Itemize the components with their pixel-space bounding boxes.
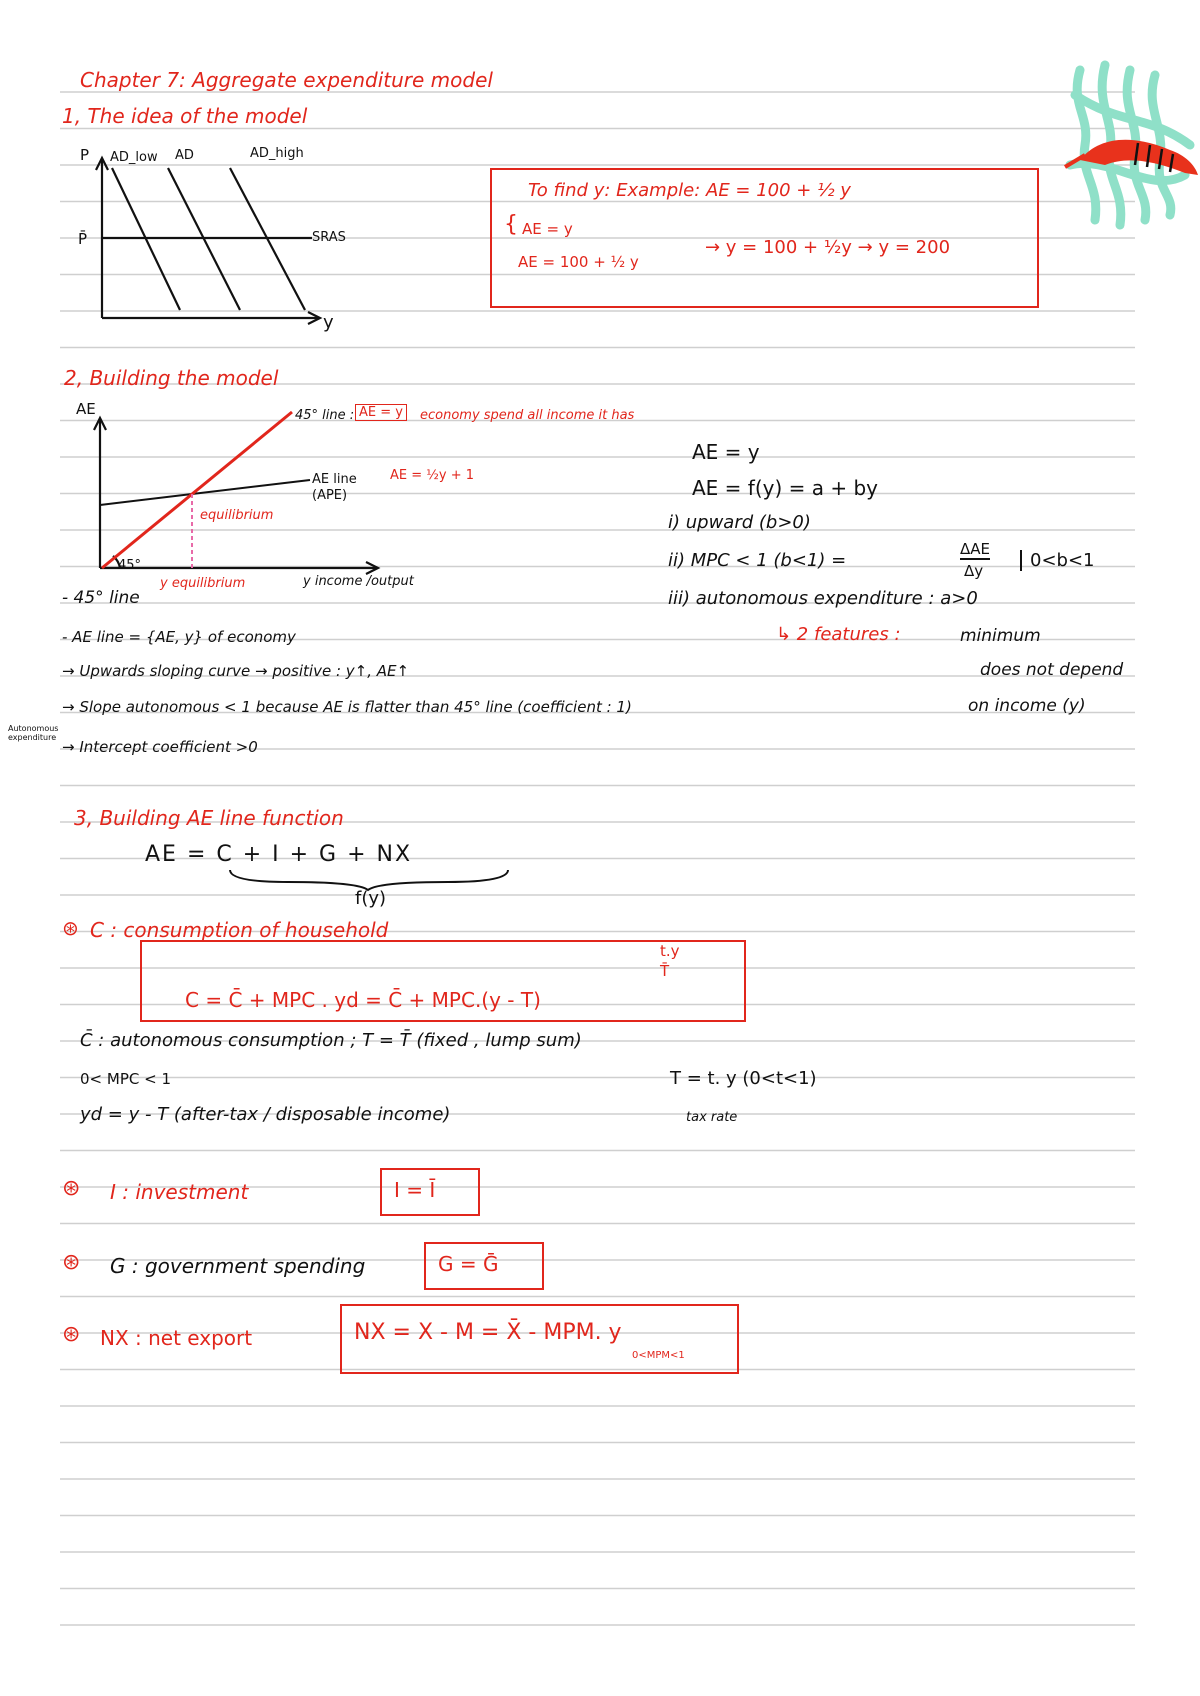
c-note-mpc: 0< MPC < 1 <box>80 1070 171 1088</box>
feature-on-income: on income (y) <box>968 696 1086 716</box>
system-eq1: AE = y <box>522 220 573 238</box>
i-title: I : investment <box>110 1180 249 1204</box>
ae-eq-y: AE = y <box>692 440 760 464</box>
find-y-result: → y = 100 + ½y → y = 200 <box>705 237 951 258</box>
ad-label: AD <box>175 148 194 163</box>
ae-sum-equation: AE = C + I + G + NX <box>145 842 413 867</box>
margin-note: Autonomous expenditure <box>8 724 59 742</box>
sras-label: SRAS <box>312 230 346 245</box>
aeline-label2: (APE) <box>312 488 348 503</box>
chapter-title: Chapter 7: Aggregate expenditure model <box>80 68 493 92</box>
g-equation: G = Ḡ <box>438 1252 499 1276</box>
line45-label: 45° line : <box>295 408 355 423</box>
y-equilibrium-label: y equilibrium <box>160 576 246 591</box>
c-title: C : consumption of household <box>90 918 389 942</box>
tax-rate-label: tax rate <box>686 1110 738 1125</box>
c-note-disposable: yd = y - T (after-tax / disposable income) <box>80 1104 451 1125</box>
frac-bottom: Δy <box>964 562 984 580</box>
feature-autonomous: iii) autonomous expenditure : a>0 <box>668 588 978 609</box>
g-title: G : government spending <box>110 1254 366 1278</box>
line45-note: economy spend all income it has <box>420 408 635 423</box>
brace-label: f(y) <box>355 888 387 909</box>
system-brace: { <box>504 212 518 237</box>
section2-heading: 2, Building the model <box>64 366 279 390</box>
line45-box: AE = y <box>355 404 407 421</box>
y-axis-label: y <box>323 312 334 333</box>
feature-mpc: ii) MPC < 1 (b<1) = <box>668 550 847 571</box>
section3-heading: 3, Building AE line function <box>74 806 344 830</box>
two-features: ↳ 2 features : <box>776 624 901 645</box>
c-bracket-tbar: T̄ <box>660 962 670 980</box>
ae-axis-label: AE <box>76 400 96 418</box>
ad-high-label: AD_high <box>250 146 304 161</box>
star-icon-nx: ⊛ <box>62 1322 81 1347</box>
note-upward: → Upwards sloping curve → positive : y↑, AE↑ <box>62 662 410 680</box>
t-equation: T = t. y (0<t<1) <box>670 1068 817 1089</box>
ae-function: AE = f(y) = a + by <box>692 476 879 500</box>
feature-upward: i) upward (b>0) <box>668 512 811 533</box>
angle-label: 45° <box>118 558 142 573</box>
star-icon-g: ⊛ <box>62 1250 81 1275</box>
p-axis-label: P <box>80 146 90 164</box>
note-45-line: - 45° line <box>62 588 140 608</box>
nx-equation: NX = X - M = X̄ - MPM. y <box>354 1320 622 1345</box>
x-axis-label: y income /output <box>303 574 414 589</box>
star-icon: ⊛ <box>62 916 79 940</box>
section1-heading: 1, The idea of the model <box>62 104 308 128</box>
c-bracket-ty: t.y <box>660 942 680 960</box>
feature-minimum: minimum <box>960 626 1041 646</box>
b-range: 0<b<1 <box>1020 550 1095 571</box>
nx-mpm-range: 0<MPM<1 <box>632 1350 685 1361</box>
equilibrium-label: equilibrium <box>200 508 274 523</box>
system-eq2: AE = 100 + ½ y <box>518 253 639 271</box>
ad-as-graph <box>80 150 360 350</box>
nx-title: NX : net export <box>100 1326 253 1350</box>
note-ae-line: - AE line = {AE, y} of economy <box>62 628 296 646</box>
feature-not-depend: does not depend <box>980 660 1124 680</box>
ae-45-graph <box>80 400 680 600</box>
c-equation: C = C̄ + MPC . yd = C̄ + MPC.(y - T) <box>185 988 541 1012</box>
c-note-autonomous: C̄ : autonomous consumption ; T = T̄ (fixed , lump sum) <box>80 1030 582 1051</box>
note-slope: → Slope autonomous < 1 because AE is flatter than 45° line (coefficient : 1) <box>62 698 632 716</box>
shrimp-sticker <box>1060 55 1200 230</box>
star-icon-i: ⊛ <box>62 1176 81 1201</box>
frac-top: ΔAE <box>960 540 990 558</box>
aeline-equation: AE = ½y + 1 <box>390 468 474 483</box>
find-y-line1: To find y: Example: AE = 100 + ½ y <box>528 180 851 201</box>
i-equation: I = Ī <box>394 1178 436 1202</box>
note-intercept: → Intercept coefficient >0 <box>62 738 258 756</box>
ad-low-label: AD_low <box>110 150 158 165</box>
aeline-label1: AE line <box>312 472 357 487</box>
p-bar-label: P̄ <box>78 230 88 248</box>
